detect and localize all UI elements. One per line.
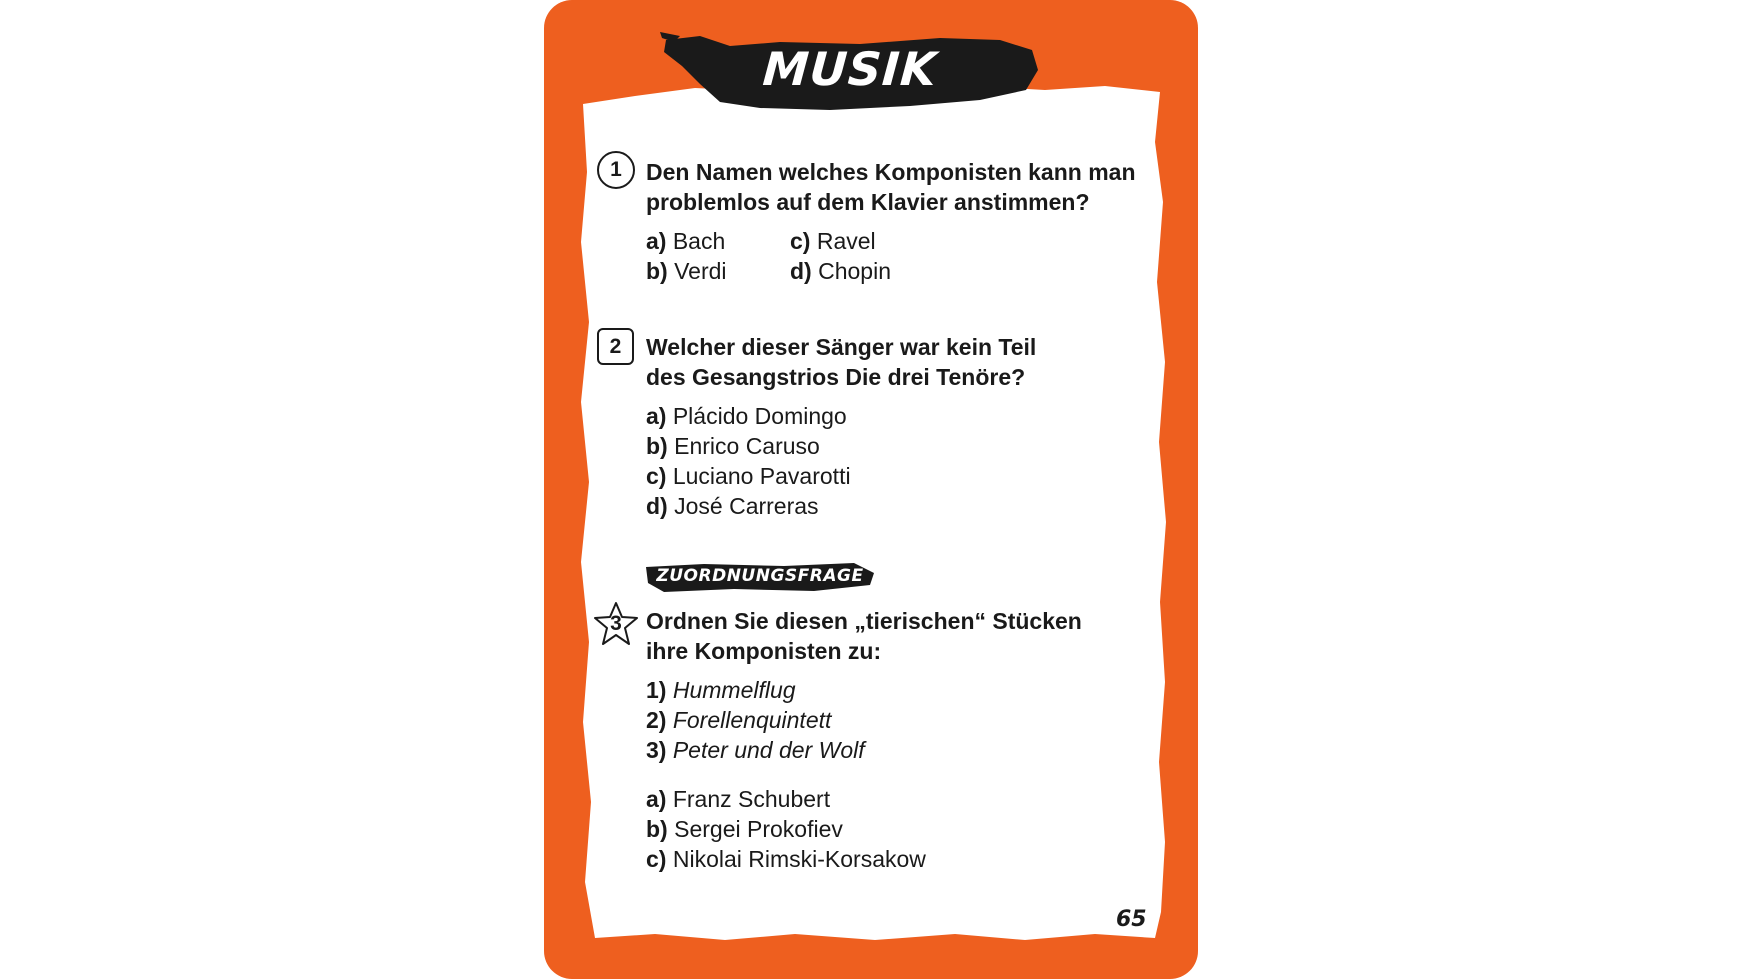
question-3-line-1: Ordnen Sie diesen „tierischen“ Stücken [646,608,1082,634]
q2-answer-a: a) Plácido Domingo [646,403,847,429]
q3-answer-a: a) Franz Schubert [646,786,831,812]
question-1-line-1: Den Namen welches Komponisten kann man [646,159,1136,185]
q2-answer-b: b) Enrico Caruso [646,433,820,459]
q1-answer-d: d) Chopin [790,258,891,284]
question-3-number-badge [592,601,640,647]
question-2-line-1: Welcher dieser Sänger war kein Teil [646,334,1037,360]
q3-answer-c: c) Nikolai Rimski-Korsakow [646,846,926,872]
q2-answer-d: d) José Carreras [646,493,819,519]
q1-answer-b: b) Verdi [646,258,727,284]
question-3-line-2: ihre Komponisten zu: [646,638,882,664]
question-3-text [646,606,1166,666]
question-2-line-2: des Gesangstrios Die drei Tenöre? [646,364,1026,390]
category-title: MUSIK [761,42,939,96]
q1-answer-a: a) Bach [646,228,726,254]
question-2-text [646,332,1166,392]
question-type-tag: ZUORDNUNGSFRAGE [656,566,864,586]
question-2-number: 2 [609,334,622,358]
question-1-line-2: problemlos auf dem Klavier anstimmen? [646,189,1090,215]
page-number: 65 [1116,907,1147,932]
q3-answer-b: b) Sergei Prokofiev [646,816,843,842]
q3-piece-3: 3) Peter und der Wolf [646,737,865,763]
q3-piece-2: 2) Forellenquintett [646,707,832,733]
question-2-number-badge [597,328,634,365]
q2-answer-c: c) Luciano Pavarotti [646,463,851,489]
q1-answer-c: c) Ravel [790,228,876,254]
question-1-number: 1 [610,158,622,181]
question-1-text [646,157,1166,217]
q3-piece-1: 1) Hummelflug [646,677,796,703]
question-3-number: 3 [610,612,622,635]
question-1-number-badge [597,151,635,189]
